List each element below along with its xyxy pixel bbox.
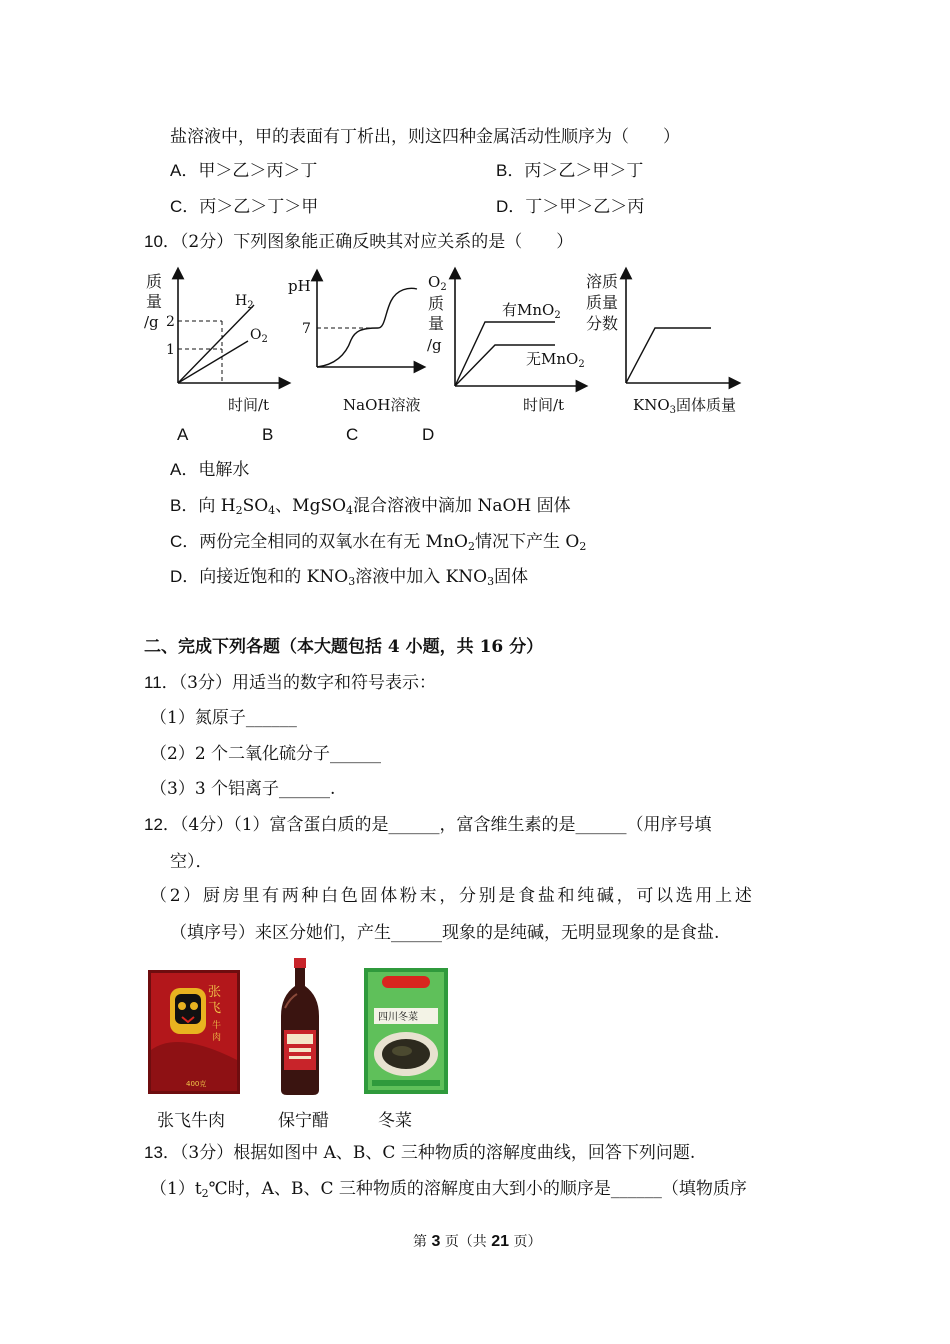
graph-c-label-lower: 无MnO$_2$ [526,350,585,370]
graph-b-xlabel: NaOH溶液 [343,396,421,414]
question-10-stem [144,231,573,253]
graph-a-tick-2: 2 [166,314,175,330]
q10-option-a [170,459,249,481]
q11-item-3: （3）3 个铝离子______. [150,779,336,799]
q10-option-a-letter: A． [170,460,199,479]
q9-option-b-letter: B． [496,161,525,180]
q9-option-d-text: 丁＞甲＞乙＞丙 [525,197,645,217]
graph-b-tick-7: 7 [302,321,311,337]
beef-pkg-text-2: 飞 [208,1001,222,1016]
beef-pkg-weight: 400克 [186,1080,207,1088]
question-13-text: （3分）根据如图中 A、B、C 三种物质的溶解度曲线，回答下列问题. [179,1143,696,1163]
vinegar-bottle-icon [275,958,325,1096]
q9-option-c-letter: C． [170,197,200,216]
graph-a-ylabel-1: 质 [146,272,163,291]
graph-b-letter: B [262,425,274,444]
graph-c-ylabel-o2: $O_2$ [428,273,447,293]
graph-d-letter: D [422,425,435,444]
q10-option-c: C．两份完全相同的双氧水在有无 MnO$_2$情况下产生 $O_2$ [170,532,587,553]
q10-option-c-letter: C． [170,532,200,551]
dongcai-caption: 冬菜 [378,1111,412,1130]
q11-item-1: （1）氮原子______ [150,708,297,728]
graph-d-ylabel-2: 质量 [586,293,619,312]
preserved-vegetable-package-icon [364,968,448,1094]
q9-option-c [170,196,318,218]
graph-d-curve [626,328,711,383]
graph-c-xlabel: 时间/t [523,396,565,414]
question-12-text: （4分）（1）富含蛋白质的是______，富含维生素的是______（用序号填 [179,815,712,835]
q10-option-d: D．向接近饱和的 $KNO_3$溶液中加入 $KNO_3$固体 [170,567,529,588]
question-11-text: （3分）用适当的数字和符号表示： [178,673,436,693]
question-11-stem [144,672,436,694]
current-page-number: 3 [431,1233,441,1250]
graph-a-tick-1: 1 [166,342,175,358]
beef-caption: 张飞牛肉 [157,1111,225,1130]
graph-a [140,265,290,415]
q9-option-d [496,196,644,218]
question-9-tail-line: 盐溶液中，甲的表面有丁析出，则这四种金属活动性顺序为（ ） [170,127,680,147]
graph-c [422,265,592,415]
graph-d [583,265,753,415]
q9-option-c-text: 丙＞乙＞丁＞甲 [199,197,319,217]
q9-option-b [496,160,643,182]
q10-option-d-letter: D． [170,567,200,586]
question-12-number: 12． [144,815,180,834]
q9-option-a [170,160,317,182]
q10-option-b-letter: B． [170,496,199,515]
question-11-number: 11． [144,673,179,692]
graph-c-ylabel-3: /g [427,336,442,354]
q13-item-1: $(1)t_2℃$时，A、B、C 三种物质的溶解度由大到小的顺序是______（填物质序 [150,1179,747,1200]
beef-package-icon [148,970,240,1094]
beef-pkg-text-3: 牛 [212,1021,222,1031]
question-13-number: 13． [144,1143,180,1162]
beef-pkg-text-4: 肉 [212,1033,222,1043]
q9-option-a-text: 甲＞乙＞丙＞丁 [198,161,318,181]
question-12-line-1 [144,814,712,836]
q10-option-b: B．向 $H_2SO_4$、MgSO$_4$混合溶液中滴加 NaOH 固体 [170,496,571,517]
graph-a-label-o2: $O_2$ [250,327,268,345]
graph-a-ylabel-3: /g [144,313,159,331]
q9-option-a-letter: A． [170,161,199,180]
graph-a-letter: A [177,425,189,444]
graph-a-ylabel-2: 量 [146,292,163,311]
question-10-number: 10． [144,232,180,251]
q9-option-d-letter: D． [496,197,526,216]
graph-c-ylabel-2: 量 [428,314,445,333]
graph-d-ylabel-1: 溶质 [586,272,619,291]
q10-option-a-text: 电解水 [198,460,250,480]
question-12-line-3: （2）厨房里有两种白色固体粉末，分别是食盐和纯碱，可以选用上述 [150,886,755,906]
page-footer: 第 3 页（共 21 页） [413,1233,542,1250]
question-10-text: （2分）下列图象能正确反映其对应关系的是（ ） [179,232,574,252]
dongcai-pkg-text: 四川冬菜 [378,1012,418,1023]
vinegar-caption: 保宁醋 [278,1111,329,1130]
section-2-title: 二、完成下列各题（本大题包括 4 小题，共 16 分） [144,637,544,657]
graph-b [285,265,425,415]
beef-pkg-text-1: 张 [208,985,222,1000]
question-12-line-4: （填序号）来区分她们，产生______现象的是纯碱，无明显现象的是食盐. [170,923,720,943]
q11-item-2: （2）2 个二氧化硫分子______ [150,744,382,764]
graph-c-letter: C [346,425,359,444]
total-page-number: 21 [491,1233,510,1250]
graph-c-label-upper: 有MnO$_2$ [502,301,561,321]
graph-d-xlabel: $KNO_3$固体质量 [633,396,737,416]
graph-b-ylabel: pH [288,277,311,295]
graph-a-label-h2: $H_2$ [235,293,254,311]
question-12-line-2: 空）． [170,852,213,872]
graph-d-ylabel-3: 分数 [586,314,619,333]
q9-option-b-text: 丙＞乙＞甲＞丁 [524,161,644,181]
question-13-stem [144,1142,695,1164]
graph-a-xlabel: 时间/t [228,396,270,414]
graph-c-ylabel-1: 质 [428,294,445,313]
